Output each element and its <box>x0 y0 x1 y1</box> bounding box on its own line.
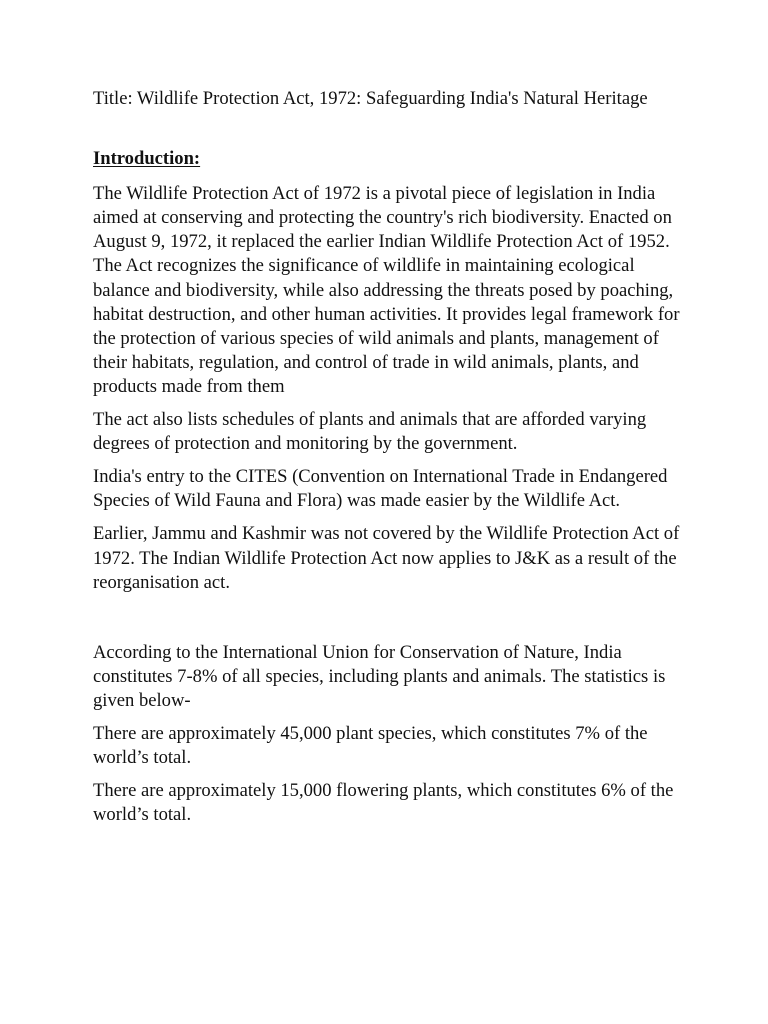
document-body <box>93 87 683 836</box>
document-title: Title: Wildlife Protection Act, 1972: Safeguarding India's Natural Heritage <box>93 88 648 109</box>
paragraph-schedules: The act also lists schedules of plants and animals that are afforded varying degrees of protection and monitoring by the government. <box>93 409 647 455</box>
paragraph-plant-species: There are approximately 45,000 plant species, which constitutes 7% of the world’s total. <box>93 722 648 769</box>
paragraph-flowering-plants: There are approximately 15,000 flowering plants, which constitutes 6% of the world’s total. <box>93 780 674 826</box>
paragraph-cites: India's entry to the CITES (Convention on International Trade in Endangered Species of Wild Fauna and Flora) was made easier by the Wildlife Act. <box>93 466 668 512</box>
paragraph-jammu-kashmir: Earlier, Jammu and Kashmir was not covered by the Wildlife Protection Act of 1972. The Indian Wildlife Protection Act now applies to J&K as a result of the reorganisation act. <box>93 523 680 593</box>
section-heading-introduction: Introduction: <box>93 148 201 170</box>
paragraph-iucn: According to the International Union for Conservation of Nature, India constitutes 7-8% of all species, including plants and animals. The statistics is given below- <box>93 641 666 711</box>
paragraph-overview: The Wildlife Protection Act of 1972 is a pivotal piece of legislation in India aimed at conserving and protecting the country's rich biodiversity. Enacted on August 9, 1972, it replaced the earlier Indian Wildlife Protection Act of 1952. The Act recognizes the significance of wildlife in maintaining ecological balance and biodiversity, while also addressing the threats posed by poaching, habitat destruction, and other human activities. It provides legal framework for the protection of various species of wild animals and plants, management of their habitats, regulation, and control of trade in wild animals, plants, and products made from them <box>93 183 680 397</box>
